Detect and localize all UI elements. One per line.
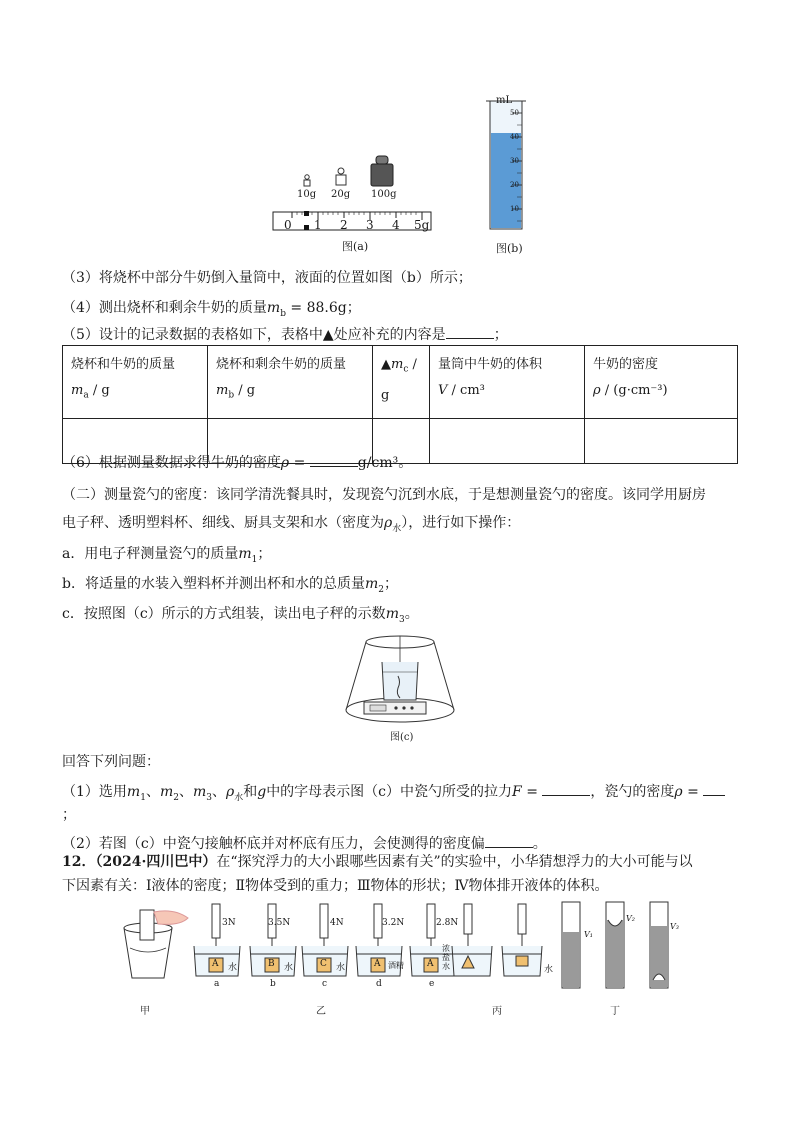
cylinder-v1-label: V₁ [584, 930, 593, 939]
record-table [62, 345, 738, 464]
table-header-5: 牛奶的密度 ρ / (g·cm⁻³) [585, 346, 738, 419]
table-header-3: $▲m_c$ / g [373, 346, 430, 419]
weight-10g-label: 10g [297, 189, 317, 200]
figure-c-caption: 图(c) [390, 732, 414, 743]
balance-weights-illustration [270, 150, 440, 250]
block-label-a: A [212, 959, 219, 969]
panel-label-bing: 丙 [492, 1006, 502, 1017]
reading-b: 3.5N [268, 918, 291, 928]
question-1-end: ； [62, 807, 76, 823]
step-c-text: c．按照图（c）所示的方式组装，读出电子秤的示数$m_3$。 [62, 606, 419, 625]
block-label-d: A [374, 959, 381, 969]
table-header-4: 量筒中牛奶的体积 V / cm³ [430, 346, 585, 419]
figure-b-caption: 图(b) [496, 242, 523, 255]
step-a-text: a．用电子秤测量瓷勺的质量$m_1$； [62, 546, 272, 565]
step-b-text: b．将适量的水装入塑料杯并测出杯和水的总质量$m_2$； [62, 576, 398, 595]
cylinder-tick-10: 10 [510, 205, 519, 213]
part2-line-1: （二）测量瓷勺的密度：该同学清洗餐具时，发现瓷勺沉到水底，于是想测量瓷勺的密度。该同学用厨房 [62, 487, 706, 503]
block-label-e: A [427, 959, 434, 969]
table-header-2: 烧杯和剩余牛奶的质量 $m_b$ / g [208, 346, 373, 419]
sub-label-d: d [376, 979, 382, 989]
reading-c: 4N [330, 918, 344, 928]
weight-20g-label: 20g [331, 189, 351, 200]
step-5-text: （5）设计的记录数据的表格如下，表格中▲处应补充的内容是 ； [62, 324, 508, 345]
figure-a [270, 150, 440, 253]
sub-label-a: a [214, 979, 220, 989]
cylinder-unit-label: mL [496, 95, 513, 106]
liquid-label-a: 水 [228, 963, 238, 973]
scale-setup-illustration [340, 632, 460, 727]
reading-e: 2.8N [436, 918, 459, 928]
panel-label-ding: 丁 [610, 1006, 620, 1017]
liquid-label-c: 水 [336, 963, 346, 973]
figure-b [482, 95, 542, 260]
weight-100g-label: 100g [371, 189, 397, 200]
figure-12 [110, 900, 700, 1020]
answer-blank-density[interactable] [703, 781, 725, 796]
sub-label-c: c [322, 979, 328, 989]
cylinder-tick-40: 40 [510, 133, 519, 141]
sub-label-e: e [429, 979, 435, 989]
figure-a-caption: 图(a) [342, 240, 369, 253]
scale-tick-1: 1 [314, 218, 322, 232]
cylinder-tick-30: 30 [510, 157, 519, 165]
block-label-b: B [268, 959, 275, 969]
reading-d: 3.2N [382, 918, 405, 928]
problem-12-line-2: 下因素有关：Ⅰ液体的密度；Ⅱ物体受到的重力；Ⅲ物体的形状；Ⅳ物体排开液体的体积。 [62, 878, 609, 894]
liquid-label-e: 浓盐水 [442, 944, 450, 971]
answer-blank-force[interactable] [542, 781, 590, 796]
step-4-text: （4）测出烧杯和剩余牛奶的质量$m_b = 88.6g$； [62, 300, 361, 319]
problem-12-number: 12．（2024·四川巴中） [62, 854, 217, 870]
scale-tick-2: 2 [340, 218, 348, 232]
problem-12-line-1: 12．（2024·四川巴中）在“探究浮力的大小跟哪些因素有关”的实验中，小华猜想浮力的大小可能与以 [62, 854, 693, 870]
answer-blank-bias[interactable] [485, 833, 533, 848]
scale-tick-3: 3 [366, 218, 374, 232]
question-1-text: （1）选用$m_1$、$m_2$、$m_3$、$\rho_水$和g中的字母表示图（c）中瓷勺所受的拉力F = ，瓷勺的密度ρ = [62, 781, 725, 808]
bing-liquid-label: 水 [544, 965, 554, 975]
table-header-1: 烧杯和牛奶的质量 $m_a$ / g [63, 346, 208, 419]
liquid-label-d: 酒精 [388, 961, 404, 970]
cylinder-v2-label: V₂ [626, 914, 635, 923]
step-6-text: （6）根据测量数据求得牛奶的密度ρ = g/cm³。 [62, 452, 412, 473]
answer-blank-5[interactable] [446, 324, 494, 339]
table-cell[interactable] [430, 419, 585, 464]
scale-tick-0: 0 [284, 218, 292, 232]
part2-line-2: 电子秤、透明塑料杯、细线、厨具支架和水（密度为$\rho_水$），进行如下操作： [62, 515, 521, 534]
cylinder-v3-label: V₃ [670, 922, 679, 931]
sub-label-b: b [270, 979, 276, 989]
scale-tick-4: 4 [392, 218, 400, 232]
reading-a: 3N [222, 918, 236, 928]
cylinder-tick-50: 50 [510, 109, 519, 117]
answer-heading: 回答下列问题： [62, 754, 160, 770]
cylinder-tick-20: 20 [510, 181, 519, 189]
panel-label-yi: 乙 [316, 1006, 326, 1017]
buoyancy-experiment-illustration [110, 900, 700, 1000]
answer-blank-6[interactable] [310, 452, 358, 467]
question-2-text: （2）若图（c）中瓷勺接触杯底并对杯底有压力，会使测得的密度偏 。 [62, 833, 547, 854]
scale-tick-5: 5g [414, 218, 430, 232]
block-label-c: C [320, 959, 327, 969]
liquid-label-b: 水 [284, 963, 294, 973]
figure-c [340, 632, 460, 742]
panel-label-jia: 甲 [140, 1006, 150, 1017]
step-3-text: （3）将烧杯中部分牛奶倒入量筒中，液面的位置如图（b）所示； [62, 270, 472, 286]
table-cell[interactable] [585, 419, 738, 464]
